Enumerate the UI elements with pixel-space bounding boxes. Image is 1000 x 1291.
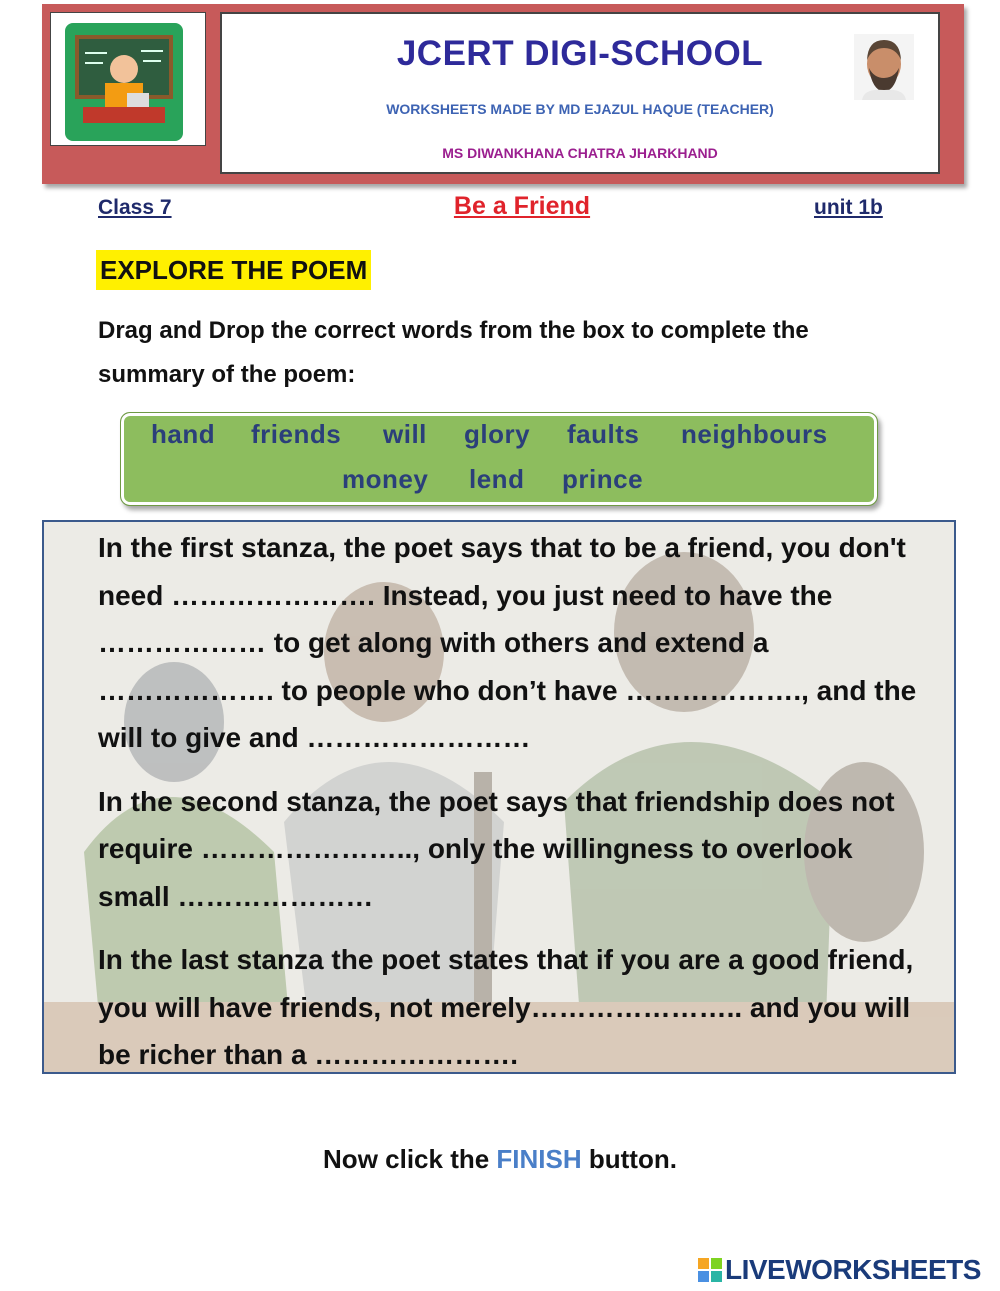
summary-text-segment: , and the will to give and bbox=[98, 674, 917, 753]
blank-5[interactable]: …………………… bbox=[306, 722, 531, 753]
liveworksheets-brand bbox=[698, 1254, 981, 1286]
school-name: MS DIWANKHANA CHATRA JHARKHAND bbox=[442, 145, 718, 161]
summary-text-segment: to people who don’t have bbox=[273, 674, 626, 706]
teacher-photo bbox=[854, 34, 914, 100]
blank-3[interactable]: ………………. bbox=[98, 674, 274, 706]
header-banner bbox=[42, 4, 964, 184]
summary-text-segment: In the second stanza, the poet says that friendship does not require bbox=[98, 785, 895, 864]
word-faults[interactable]: faults bbox=[567, 419, 640, 449]
section-heading: EXPLORE THE POEM bbox=[96, 250, 371, 290]
finish-suffix: button. bbox=[581, 1144, 677, 1174]
logo-frame bbox=[50, 12, 206, 146]
summary-box bbox=[42, 520, 956, 1074]
blank-2[interactable]: ……………… bbox=[98, 627, 266, 658]
word-glory[interactable]: glory bbox=[464, 419, 531, 449]
school-logo-icon bbox=[65, 23, 183, 141]
stanza-3-summary bbox=[98, 936, 918, 1074]
brand-name: LIVEWORKSHEETS bbox=[725, 1254, 981, 1285]
liveworksheets-logo-icon bbox=[698, 1258, 722, 1282]
unit-label: unit 1b bbox=[814, 196, 883, 219]
summary-text-segment: to get along with others and extend a bbox=[266, 627, 769, 658]
blank-8[interactable]: ………………….. bbox=[530, 991, 743, 1023]
word-bank bbox=[120, 412, 878, 506]
school-title: JCERT DIGI-SCHOOL bbox=[396, 34, 764, 73]
summary-text-segment: Instead, you just need to have the bbox=[374, 579, 833, 611]
class-label: Class 7 bbox=[98, 196, 172, 219]
summary-text-segment: and you will be richer than a bbox=[98, 991, 911, 1070]
word-money[interactable]: money bbox=[342, 464, 429, 494]
blank-4[interactable]: ………………. bbox=[625, 674, 802, 706]
instructions: Drag and Drop the correct words from the box to complete the summary of the poem: bbox=[98, 317, 809, 388]
word-prince[interactable]: prince bbox=[562, 464, 644, 494]
finish-instruction bbox=[0, 1144, 1000, 1175]
word-will[interactable]: will bbox=[383, 419, 427, 449]
stanza-2-summary bbox=[98, 778, 918, 921]
word-friends[interactable]: friends bbox=[251, 419, 342, 449]
word-neighbours[interactable]: neighbours bbox=[681, 419, 828, 449]
summary-text-segment: , only the willingness to overlook small bbox=[98, 833, 853, 912]
summary-text-segment: In the first stanza, the poet says that to be a friend, you don't need bbox=[98, 532, 906, 611]
blank-6[interactable]: ………………….. bbox=[200, 833, 413, 864]
word-lend[interactable]: lend bbox=[469, 464, 525, 494]
finish-keyword: FINISH bbox=[496, 1144, 582, 1174]
finish-prefix: Now click the bbox=[323, 1144, 497, 1174]
summary-text-segment: In the last stanza the poet states that if you are a good friend, you will have friends, not merely bbox=[98, 944, 914, 1023]
stanza-1-summary bbox=[98, 524, 918, 762]
blank-1[interactable]: …………………. bbox=[171, 579, 375, 611]
word-hand[interactable]: hand bbox=[151, 419, 216, 449]
title-box bbox=[220, 12, 940, 174]
blank-7[interactable]: ………………… bbox=[177, 880, 374, 912]
blank-9[interactable]: …………………. bbox=[314, 1039, 519, 1070]
summary-text bbox=[98, 524, 918, 1074]
topic-title: Be a Friend bbox=[453, 192, 591, 220]
author-line: WORKSHEETS MADE BY MD EJAZUL HAQUE (TEACHER) bbox=[386, 101, 774, 117]
